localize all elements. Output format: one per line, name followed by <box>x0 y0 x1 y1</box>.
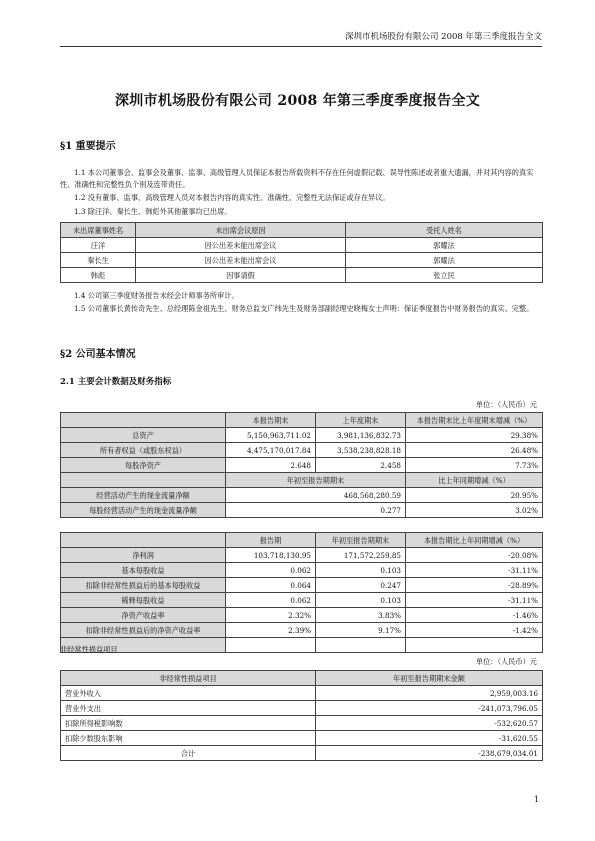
table-cell: 郭耀法 <box>346 238 543 253</box>
balance-table <box>60 412 543 473</box>
subsection-2-1-heading: 2.1 主要会计数据及财务指标 <box>60 377 172 387</box>
table-row <box>61 623 543 638</box>
table-cell: -241,073,796.05 <box>316 701 543 716</box>
section-2-heading: §2 公司基本情况 <box>60 349 136 360</box>
column-header: 本报告期比上年同期增减（%） <box>406 533 543 548</box>
notice-1-2: 1.2 没有董事、监事、高级管理人员对本报告内容的真实性、准确性、完整性无法保证或存在异议。 <box>74 193 390 202</box>
cashflow-table <box>60 472 543 518</box>
table-cell: 0.103 <box>316 593 406 608</box>
table-cell: 秦长生 <box>61 253 136 268</box>
table-cell: -1.42% <box>406 623 543 638</box>
table-cell: 因公出差未能出席会议 <box>136 238 346 253</box>
table-row <box>61 563 543 578</box>
table-cell <box>316 638 406 653</box>
table-row <box>61 253 543 268</box>
column-header: 未出席会议原因 <box>136 223 346 238</box>
table-row <box>61 638 543 653</box>
table-cell: 103,718,130.95 <box>226 548 316 563</box>
notice-1-1: 1.1 本公司董事会、监事会及董事、监事、高级管理人员保证本报告所载资料不存在任何虚假记载、误导性陈述或者重大遗漏，并对其内容的真实性、准确性和完整性负个别及连带责任。 <box>60 168 534 189</box>
table-header-row <box>61 473 543 488</box>
column-header: 报告期 <box>226 533 316 548</box>
column-header <box>61 533 226 548</box>
running-header-text: 深圳市机场股份有限公司 2008 年第三季度报告全文 <box>344 32 542 42</box>
table-cell: 0.064 <box>226 578 316 593</box>
total-label: 合计 <box>61 746 316 761</box>
table-cell: -1.46% <box>406 608 543 623</box>
table-row <box>61 458 543 473</box>
table-header-row <box>61 533 543 548</box>
table-cell: 韩彪 <box>61 268 136 283</box>
table-row <box>61 268 543 283</box>
table-cell: 2.32% <box>226 608 316 623</box>
row-label: 总资产 <box>61 428 226 443</box>
table-row <box>61 548 543 563</box>
table-row <box>61 608 543 623</box>
row-label: 每股经营活动产生的现金流量净额 <box>61 503 226 518</box>
table-cell: 0.277 <box>226 503 406 518</box>
table-header-row <box>61 413 543 428</box>
table-row <box>61 593 543 608</box>
notice-1-3: 1.3 除汪洋、秦长生、韩彪外其他董事均已出席。 <box>74 207 232 216</box>
table-cell: 扣除少数股东影响 <box>61 731 316 746</box>
table-row <box>61 578 543 593</box>
row-label: 净利润 <box>61 548 226 563</box>
table-cell <box>406 638 543 653</box>
table-cell: 因公出差未能出席会议 <box>136 253 346 268</box>
table-cell: 26.48% <box>406 443 543 458</box>
column-header: 受托人姓名 <box>346 223 543 238</box>
table-cell: 4,475,170,017.84 <box>226 443 316 458</box>
column-header: 年初至报告期期末金额 <box>316 671 543 686</box>
table-cell: 0.062 <box>226 593 316 608</box>
row-label: 所有者权益（或股东权益） <box>61 443 226 458</box>
table-cell: 郭耀法 <box>346 253 543 268</box>
table-row <box>61 686 543 701</box>
column-header: 比上年同期增减（%） <box>406 473 543 488</box>
table-cell: 9.17% <box>316 623 406 638</box>
column-header: 未出席董事姓名 <box>61 223 136 238</box>
table-cell: 0.103 <box>316 563 406 578</box>
table-cell: 2,959,003.16 <box>316 686 543 701</box>
table-cell: 5,150,963,711.02 <box>226 428 316 443</box>
table-cell: 3.83% <box>316 608 406 623</box>
table-cell: 171,572,259.85 <box>316 548 406 563</box>
row-label: 净资产收益率 <box>61 608 226 623</box>
row-label: 基本每股收益 <box>61 563 226 578</box>
table-cell: 3,981,136,832.73 <box>316 428 406 443</box>
column-header: 年初至报告期期末 <box>316 533 406 548</box>
absent-directors-table <box>60 222 543 283</box>
row-label: 每股净资产 <box>61 458 226 473</box>
page-number: 1 <box>534 795 540 804</box>
table-cell: 3.02% <box>406 503 543 518</box>
table-cell: 0.062 <box>226 563 316 578</box>
table-cell: -532,620.57 <box>316 716 543 731</box>
table-row <box>61 731 543 746</box>
table-row <box>61 238 543 253</box>
table-cell: 2.458 <box>316 458 406 473</box>
table-cell: -20.08% <box>406 548 543 563</box>
table-cell: 20.95% <box>406 488 543 503</box>
table-total-row <box>61 746 543 761</box>
row-label: 扣除非经常性损益后的净资产收益率 <box>61 623 226 638</box>
table-cell: -31.11% <box>406 593 543 608</box>
column-header <box>61 473 226 488</box>
table-row <box>61 488 543 503</box>
table-cell: 因事请假 <box>136 268 346 283</box>
table-header-row <box>61 671 543 686</box>
table-header-row <box>61 223 543 238</box>
column-header: 本报告期末 <box>226 413 316 428</box>
nonrecurring-caption: 非经常性损益项目 <box>60 645 118 654</box>
table-cell: 7.73% <box>406 458 543 473</box>
total-value: -238,679,034.01 <box>316 746 543 761</box>
table-cell <box>226 638 316 653</box>
row-label: 扣除非经常性损益后的基本每股收益 <box>61 578 226 593</box>
unit-label: 单位：（人民币）元 <box>475 400 537 409</box>
notice-1-4: 1.4 公司第三季度财务报告未经会计师事务所审计。 <box>74 291 239 300</box>
profit-table <box>60 532 543 653</box>
table-cell: 扣除所得税影响数 <box>61 716 316 731</box>
table-cell: 汪洋 <box>61 238 136 253</box>
table-cell: 0.247 <box>316 578 406 593</box>
table-cell: 营业外支出 <box>61 701 316 716</box>
table-cell: -31,620.55 <box>316 731 543 746</box>
table-row <box>61 503 543 518</box>
table-row <box>61 443 543 458</box>
section-1-heading: §1 重要提示 <box>60 141 116 152</box>
row-label: 经营活动产生的现金流量净额 <box>61 488 226 503</box>
table-row <box>61 428 543 443</box>
table-cell: 2.648 <box>226 458 316 473</box>
column-header: 年初至报告期期末 <box>226 473 406 488</box>
table-row <box>61 701 543 716</box>
unit-label-2: 单位：（人民币）元 <box>475 657 537 666</box>
table-cell: 张立民 <box>346 268 543 283</box>
table-cell: -31.11% <box>406 563 543 578</box>
column-header: 非经常性损益项目 <box>61 671 316 686</box>
running-header <box>60 30 542 47</box>
table-cell: 468,568,280.59 <box>226 488 406 503</box>
notice-1-5: 1.5 公司董事长黄传奇先生、总经理陈金祖先生、财务总监支广纬先生及财务部副经理史晓梅女士声明：保证季度报告中财务报告的真实、完整。 <box>74 304 534 313</box>
table-cell: 29.38% <box>406 428 543 443</box>
document-title: 深圳市机场股份有限公司 2008 年第三季度季度报告全文 <box>114 93 481 109</box>
table-cell: -28.89% <box>406 578 543 593</box>
nonrecurring-table <box>60 670 543 761</box>
table-cell: 2.39% <box>226 623 316 638</box>
column-header: 本报告期末比上年度期末增减（%） <box>406 413 543 428</box>
table-cell: 营业外收入 <box>61 686 316 701</box>
table-row <box>61 716 543 731</box>
table-cell: 3,538,238,828.18 <box>316 443 406 458</box>
column-header <box>61 413 226 428</box>
column-header: 上年度期末 <box>316 413 406 428</box>
row-label: 稀释每股收益 <box>61 593 226 608</box>
